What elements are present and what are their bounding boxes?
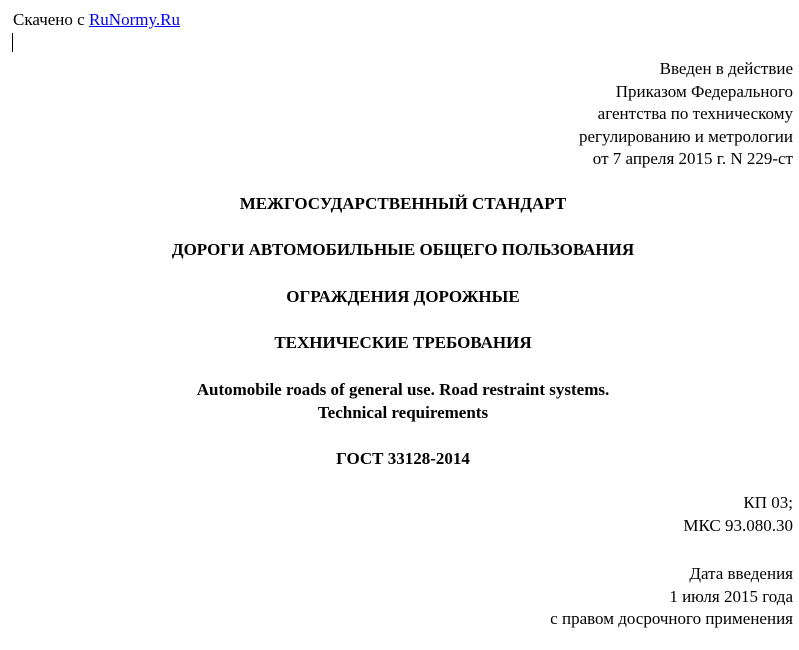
enactment-line: Приказом Федерального	[615, 81, 793, 101]
effective-date-line: 1 июля 2015 года	[669, 586, 793, 606]
classification-line: МКС 93.080.30	[683, 515, 793, 535]
title-heading-3: ТЕХНИЧЕСКИЕ ТРЕБОВАНИЯ	[274, 333, 532, 352]
english-title-line: Automobile roads of general use. Road restraint systems.	[196, 380, 610, 399]
enactment-block	[579, 58, 793, 171]
source-prefix: Скачено с	[13, 10, 89, 29]
enactment-line: от 7 апреля 2015 г. N 229-ст	[592, 149, 793, 168]
english-title	[0, 378, 799, 424]
source-link[interactable]: RuNormy.Ru	[88, 10, 180, 29]
english-title-line: Technical requirements	[317, 403, 489, 422]
title-heading-1: ДОРОГИ АВТОМОБИЛЬНЫЕ ОБЩЕГО ПОЛЬЗОВАНИЯ	[171, 240, 635, 259]
title-heading-2: ОГРАЖДЕНИЯ ДОРОЖНЫЕ	[286, 287, 520, 306]
standard-type-heading: МЕЖГОСУДАРСТВЕННЫЙ СТАНДАРТ	[239, 194, 567, 213]
classification-line: КП 03;	[743, 493, 793, 512]
enactment-line: регулированию и метрологии	[578, 126, 793, 146]
enactment-line: агентства по техническому	[597, 104, 793, 123]
effective-date-block	[550, 563, 793, 631]
text-caret	[12, 33, 13, 52]
source-line	[13, 9, 180, 31]
standard-designation: ГОСТ 33128-2014	[336, 449, 470, 468]
classification-block	[683, 492, 793, 537]
effective-date-line: с правом досрочного применения	[550, 609, 793, 628]
enactment-line: Введен в действие	[659, 59, 793, 78]
effective-date-line: Дата введения	[689, 564, 793, 583]
